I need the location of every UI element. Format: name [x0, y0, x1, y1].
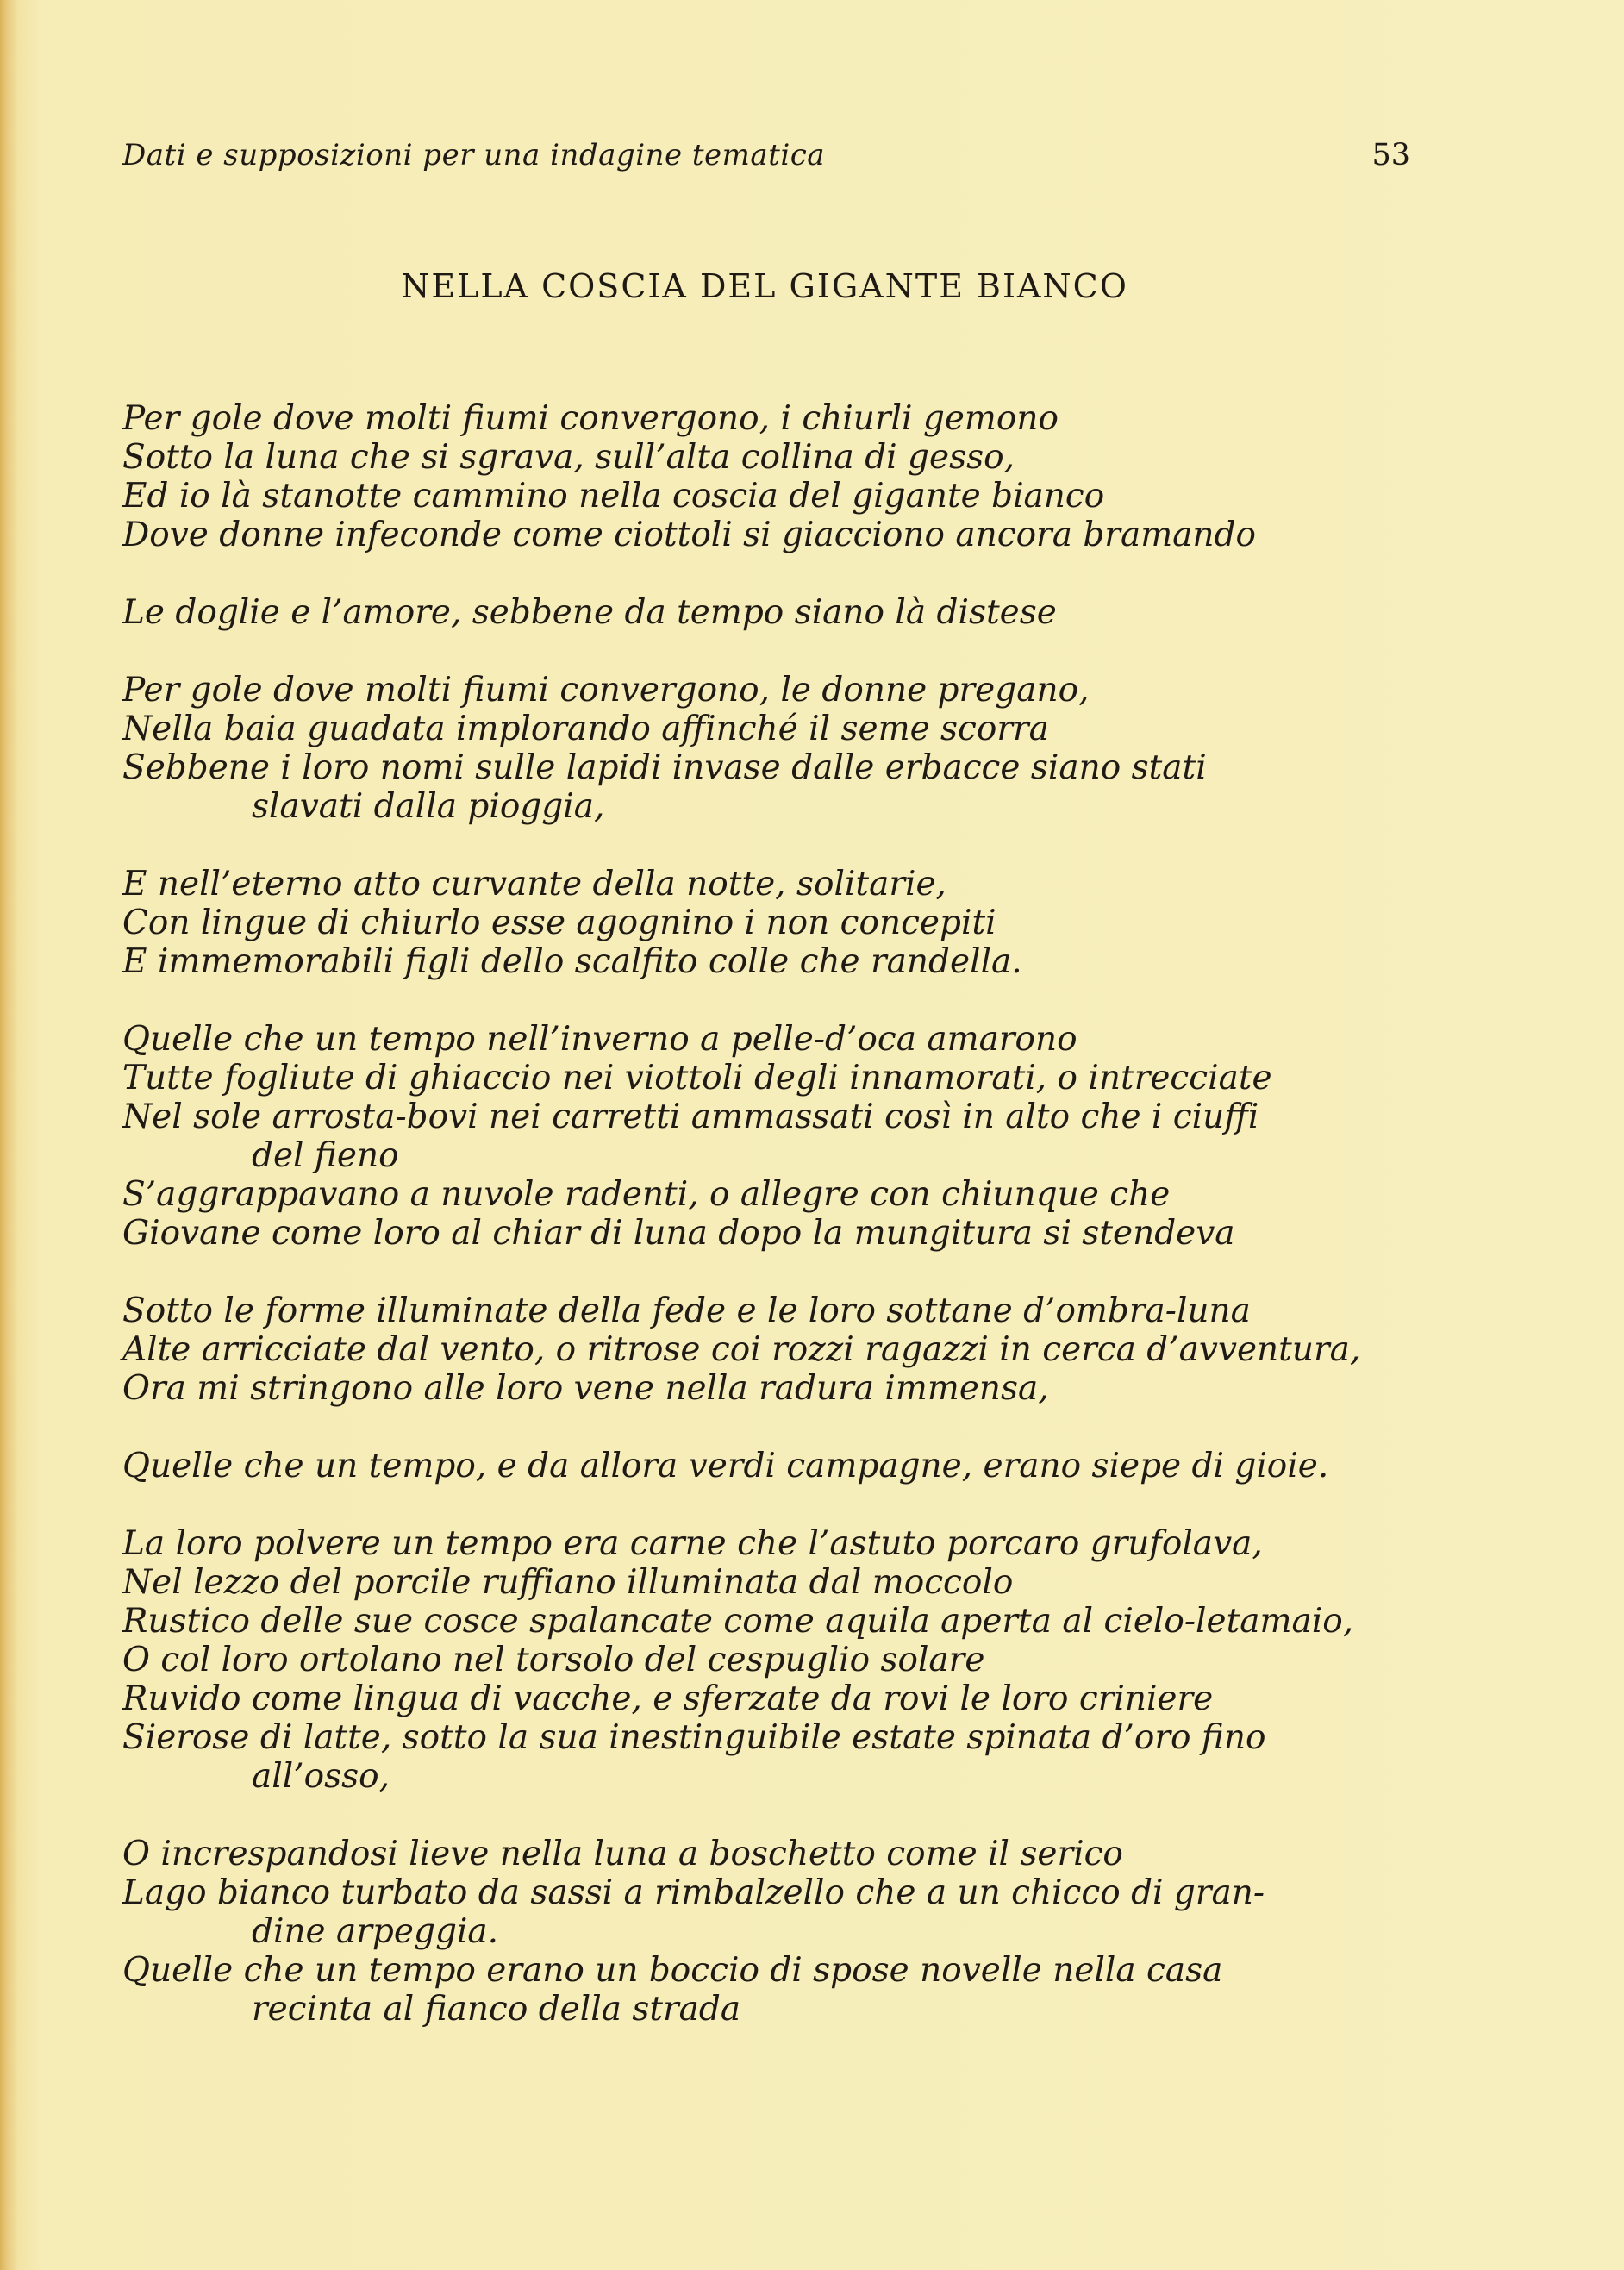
poem-body: [122, 399, 1407, 2067]
stanza: [122, 399, 1407, 554]
poem-line-continuation: recinta al fianco della strada: [252, 1990, 741, 2029]
stanza: [122, 671, 1407, 826]
poem-line: Ora mi stringono alle loro vene nella radura immensa,: [122, 1369, 1049, 1408]
poem-line: Sotto le forme illuminate della fede e le loro sottane d’ombra-luna: [122, 1291, 1251, 1330]
poem-line: Quelle che un tempo nell’inverno a pelle-d’oca amarono: [122, 1020, 1077, 1059]
poem-title: NELLA COSCIA DEL GIGANTE BIANCO: [401, 267, 1128, 305]
poem-line: Nella baia guadata implorando affinché il seme scorra: [122, 710, 1049, 748]
poem-line: Con lingue di chiurlo esse agognino i non concepiti: [122, 904, 996, 942]
stanza: [122, 1020, 1407, 1253]
poem-line: E nell’eterno atto curvante della notte, solitarie,: [122, 865, 946, 904]
poem-line: Per gole dove molti fiumi convergono, le donne pregano,: [122, 671, 1090, 710]
poem-line: Dove donne infeconde come ciottoli si giacciono ancora bramando: [122, 516, 1256, 554]
poem-line: Sotto la luna che si sgrava, sull’alta collina di gesso,: [122, 438, 1015, 477]
poem-line: Nel lezzo del porcile ruffiano illuminata dal moccolo: [122, 1563, 1014, 1602]
stanza: [122, 1447, 1407, 1485]
stanza: [122, 1291, 1407, 1408]
poem-line: Quelle che un tempo, e da allora verdi campagne, erano siepe di gioie.: [122, 1447, 1329, 1485]
poem-line-continuation: all’osso,: [252, 1757, 390, 1796]
poem-line: Ruvido come lingua di vacche, e sferzate da rovi le loro criniere: [122, 1679, 1214, 1718]
poem-line: O increspandosi lieve nella luna a boschetto come il serico: [122, 1835, 1123, 1873]
poem-line: O col loro ortolano nel torsolo del cespuglio solare: [122, 1641, 985, 1679]
poem-line: Alte arricciate dal vento, o ritrose coi rozzi ragazzi in cerca d’avventura,: [122, 1330, 1361, 1369]
poem-line: Nel sole arrosta-bovi nei carretti ammassati così in alto che i ciuffi: [122, 1097, 1259, 1136]
poem-line-continuation: dine arpeggia.: [252, 1912, 499, 1951]
stanza: [122, 865, 1407, 981]
poem-line: Ed io là stanotte cammino nella coscia del gigante bianco: [122, 477, 1105, 516]
poem-line: S’aggrappavano a nuvole radenti, o allegre con chiunque che: [122, 1175, 1171, 1214]
running-head: Dati e supposizioni per una indagine tematica: [122, 138, 826, 172]
poem-line: Sebbene i loro nomi sulle lapidi invase dalle erbacce siano stati: [122, 748, 1207, 787]
poem-line: La loro polvere un tempo era carne che l’astuto porcaro grufolava,: [122, 1524, 1263, 1563]
poem-line: Rustico delle sue cosce spalancate come aquila aperta al cielo-letamaio,: [122, 1602, 1354, 1641]
poem-line: Sierose di latte, sotto la sua inestinguibile estate spinata d’oro fino: [122, 1718, 1266, 1757]
poem-line: Giovane come loro al chiar di luna dopo la mungitura si stendeva: [122, 1214, 1235, 1253]
stanza: [122, 1835, 1407, 2029]
poem-line: Le doglie e l’amore, sebbene da tempo siano là distese: [122, 593, 1057, 632]
poem-line: Quelle che un tempo erano un boccio di spose novelle nella casa: [122, 1951, 1223, 1990]
poem-line-continuation: del fieno: [252, 1136, 399, 1175]
page-number: 53: [1371, 138, 1410, 172]
poem-line: Tutte fogliute di ghiaccio nei viottoli degli innamorati, o intrecciate: [122, 1059, 1272, 1097]
stanza: [122, 593, 1407, 632]
poem-line: Per gole dove molti fiumi convergono, i chiurli gemono: [122, 399, 1059, 438]
poem-line-continuation: slavati dalla pioggia,: [252, 787, 605, 826]
poem-line: E immemorabili figli dello scalfito colle che randella.: [122, 942, 1022, 981]
poem-line: Lago bianco turbato da sassi a rimbalzello che a un chicco di gran-: [122, 1873, 1265, 1912]
stanza: [122, 1524, 1407, 1796]
